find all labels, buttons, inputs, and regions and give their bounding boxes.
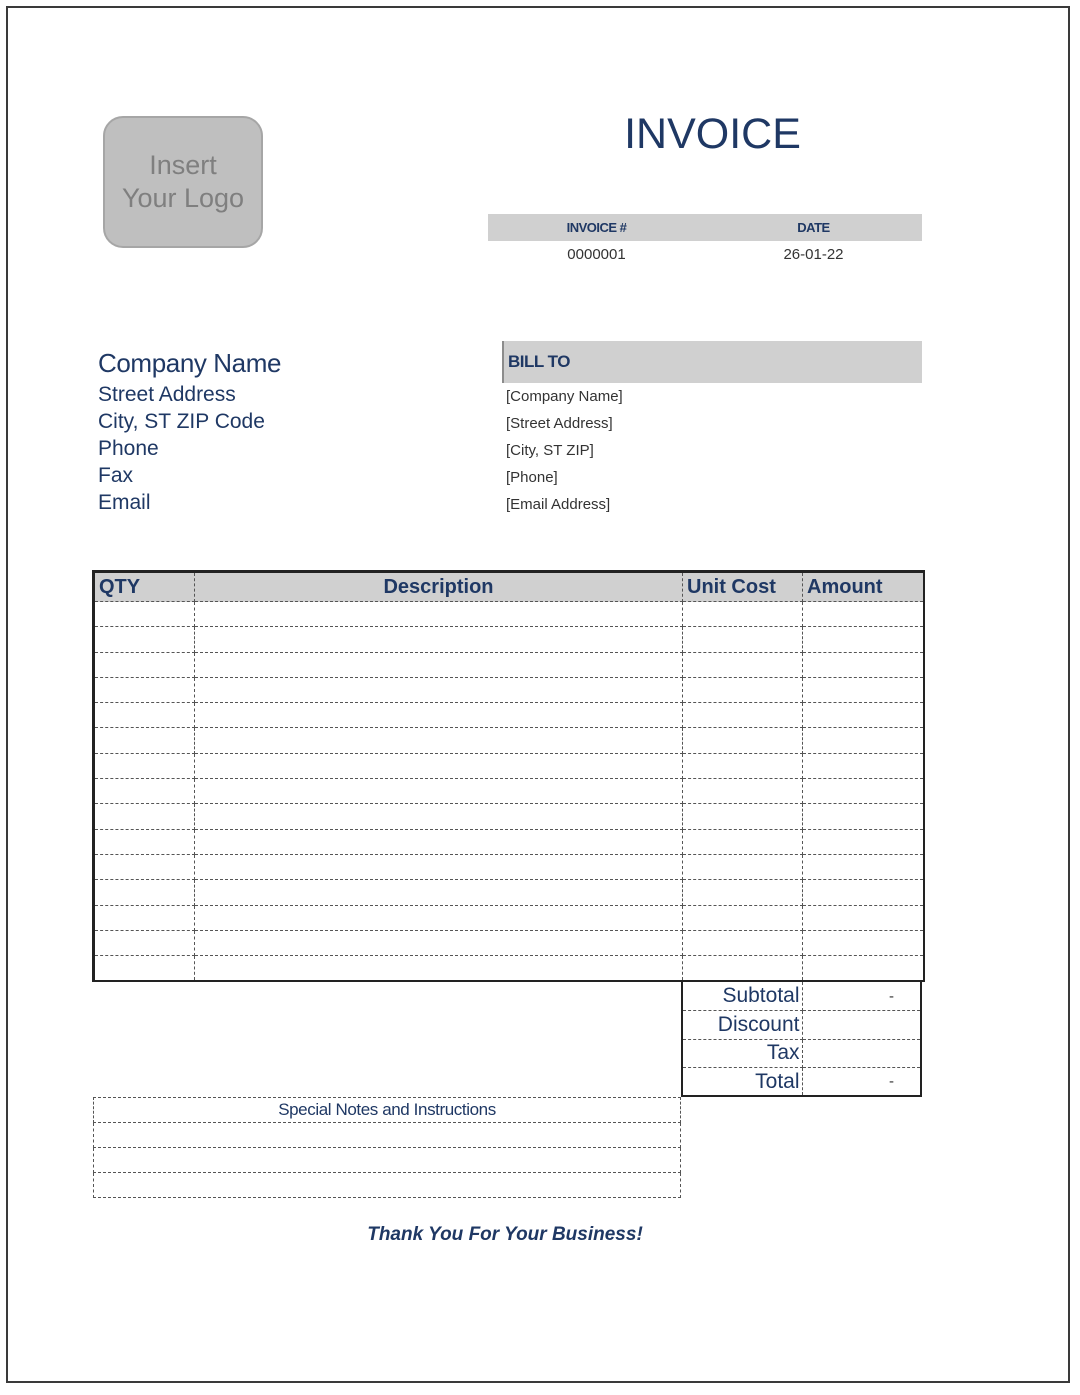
unit-cost-cell[interactable] [683,703,803,728]
line-item-row [94,905,924,930]
qty-cell[interactable] [94,602,195,627]
line-item-row [94,956,924,981]
amount-cell[interactable] [803,930,924,955]
qty-cell[interactable] [94,652,195,677]
amount-cell[interactable] [803,829,924,854]
line-items-table [92,570,925,982]
unit-cost-cell[interactable] [683,652,803,677]
total-value: - [802,1068,921,1097]
sender-street[interactable]: Street Address [98,383,236,406]
amount-cell[interactable] [803,677,924,702]
logo-text-line1: Insert [149,150,217,180]
unit-cost-cell[interactable] [683,956,803,981]
line-item-row [94,627,924,652]
line-item-row [94,829,924,854]
date-label: DATE [797,220,830,235]
amount-cell[interactable] [803,956,924,981]
line-item-row [94,880,924,905]
line-item-row [94,728,924,753]
invoice-meta-values [488,241,922,267]
unit-cost-cell[interactable] [683,753,803,778]
amount-cell[interactable] [803,804,924,829]
unit-cost-cell[interactable] [683,829,803,854]
amount-cell[interactable] [803,779,924,804]
invoice-number-field[interactable]: 0000001 [567,245,626,263]
subtotal-value: - [802,982,921,1011]
qty-cell[interactable] [94,804,195,829]
line-item-row [94,930,924,955]
bill-to-street[interactable]: [Street Address] [506,415,613,432]
qty-cell[interactable] [94,753,195,778]
description-cell[interactable] [195,779,683,804]
description-cell[interactable] [195,677,683,702]
description-cell[interactable] [195,728,683,753]
total-row [682,1068,921,1097]
qty-cell[interactable] [94,854,195,879]
amount-cell[interactable] [803,703,924,728]
line-item-row [94,677,924,702]
line-item-row [94,703,924,728]
invoice-title: INVOICE [624,110,801,158]
qty-cell[interactable] [94,829,195,854]
description-cell[interactable] [195,930,683,955]
notes-table [93,1097,681,1198]
bill-to-header: BILL TO [502,341,922,383]
unit-cost-cell[interactable] [683,602,803,627]
subtotal-label: Subtotal [682,982,802,1011]
amount-cell[interactable] [803,854,924,879]
discount-value[interactable] [802,1011,921,1040]
notes-line[interactable] [94,1148,681,1173]
logo-placeholder[interactable] [103,116,263,248]
bill-to-email[interactable]: [Email Address] [506,496,611,513]
sender-fax[interactable]: Fax [98,464,134,487]
date-field[interactable]: 26-01-22 [783,245,844,263]
qty-cell[interactable] [94,627,195,652]
invoice-number-label: INVOICE # [566,220,627,235]
sender-company-name[interactable]: Company Name [98,348,282,378]
line-item-row [94,652,924,677]
unit-cost-cell[interactable] [683,804,803,829]
qty-cell[interactable] [94,880,195,905]
unit-cost-header: Unit Cost [683,572,803,602]
amount-header: Amount [803,572,924,602]
line-item-row [94,804,924,829]
qty-cell[interactable] [94,905,195,930]
line-items-header [94,572,924,602]
bill-to-city[interactable]: [City, ST ZIP] [506,442,594,459]
sender-phone[interactable]: Phone [98,437,159,460]
amount-cell[interactable] [803,753,924,778]
amount-cell[interactable] [803,602,924,627]
unit-cost-cell[interactable] [683,728,803,753]
sender-city[interactable]: City, ST ZIP Code [98,410,265,433]
thank-you-message: Thank You For Your Business! [367,1224,643,1245]
sender-block [98,345,281,516]
qty-cell[interactable] [94,779,195,804]
line-item-row [94,602,924,627]
description-cell[interactable] [195,703,683,728]
tax-row [682,1039,921,1068]
bill-to-phone[interactable]: [Phone] [506,469,558,486]
qty-cell[interactable] [94,677,195,702]
description-header: Description [195,572,683,602]
unit-cost-cell[interactable] [683,930,803,955]
logo-text-line2: Your Logo [121,183,245,213]
qty-cell[interactable] [94,956,195,981]
line-item-row [94,753,924,778]
description-cell[interactable] [195,880,683,905]
description-cell[interactable] [195,829,683,854]
sender-email[interactable]: Email [98,491,151,514]
unit-cost-cell[interactable] [683,779,803,804]
invoice-meta [488,214,922,267]
invoice-meta-header [488,214,922,241]
notes-header: Special Notes and Instructions [94,1098,681,1123]
subtotal-row [682,982,921,1011]
notes-line[interactable] [94,1173,681,1198]
description-cell[interactable] [195,602,683,627]
amount-cell[interactable] [803,905,924,930]
total-label: Total [682,1068,802,1097]
amount-cell[interactable] [803,627,924,652]
amount-cell[interactable] [803,728,924,753]
line-items-body [94,602,924,981]
description-cell[interactable] [195,956,683,981]
amount-cell[interactable] [803,652,924,677]
discount-row [682,1011,921,1040]
description-cell[interactable] [195,753,683,778]
description-cell[interactable] [195,905,683,930]
qty-cell[interactable] [94,728,195,753]
description-cell[interactable] [195,854,683,879]
bill-to-block [502,341,922,518]
unit-cost-cell[interactable] [683,880,803,905]
tax-value[interactable] [802,1039,921,1068]
amount-cell[interactable] [803,880,924,905]
unit-cost-cell[interactable] [683,854,803,879]
notes-line[interactable] [94,1123,681,1148]
description-cell[interactable] [195,652,683,677]
description-cell[interactable] [195,627,683,652]
line-item-row [94,779,924,804]
description-cell[interactable] [195,804,683,829]
qty-cell[interactable] [94,703,195,728]
unit-cost-cell[interactable] [683,627,803,652]
bill-to-company[interactable]: [Company Name] [506,388,623,405]
unit-cost-cell[interactable] [683,905,803,930]
discount-label: Discount [682,1011,802,1040]
line-item-row [94,854,924,879]
unit-cost-cell[interactable] [683,677,803,702]
totals-table [681,982,922,1097]
tax-label: Tax [682,1039,802,1068]
qty-header: QTY [94,572,195,602]
qty-cell[interactable] [94,930,195,955]
